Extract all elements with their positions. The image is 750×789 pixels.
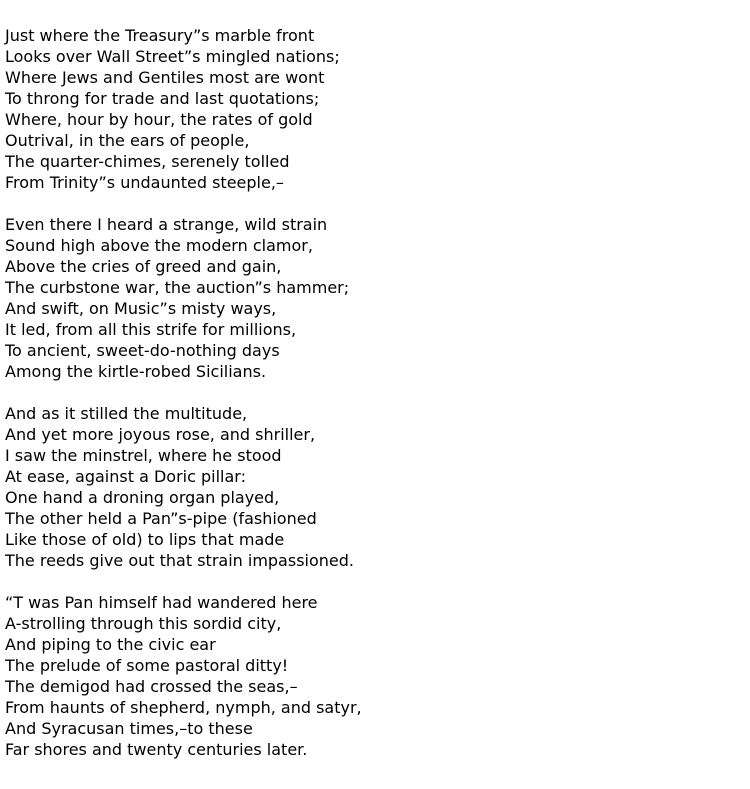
poem-line: Above the cries of greed and gain, bbox=[5, 257, 282, 276]
poem-line: And piping to the civic ear bbox=[5, 635, 216, 654]
poem-line: A-strolling through this sordid city, bbox=[5, 614, 282, 633]
poem-line: Among the kirtle-robed Sicilians. bbox=[5, 362, 267, 381]
stanza-3 bbox=[5, 403, 362, 571]
stanza-2 bbox=[5, 214, 362, 382]
poem-line: One hand a droning organ played, bbox=[5, 488, 280, 507]
poem-line: And swift, on Music”s misty ways, bbox=[5, 299, 277, 318]
poem-line: The demigod had crossed the seas,– bbox=[5, 677, 298, 696]
poem-line: Outrival, in the ears of people, bbox=[5, 131, 250, 150]
poem-line: It led, from all this strife for millions, bbox=[5, 320, 297, 339]
poem-line: And as it stilled the multitude, bbox=[5, 404, 248, 423]
poem-line: The reeds give out that strain impassioned. bbox=[5, 551, 354, 570]
poem-line: And yet more joyous rose, and shriller, bbox=[5, 425, 316, 444]
stanza-4 bbox=[5, 592, 362, 760]
poem-text bbox=[5, 25, 362, 760]
poem-line: The other held a Pan”s-pipe (fashioned bbox=[5, 509, 317, 528]
poem-line: Like those of old) to lips that made bbox=[5, 530, 285, 549]
poem-line: From Trinity”s undaunted steeple,– bbox=[5, 173, 284, 192]
poem-line: Where Jews and Gentiles most are wont bbox=[5, 68, 325, 87]
poem-line: The prelude of some pastoral ditty! bbox=[5, 656, 289, 675]
poem-line: Where, hour by hour, the rates of gold bbox=[5, 110, 313, 129]
poem-line: Looks over Wall Street”s mingled nations; bbox=[5, 47, 340, 66]
poem-line: Even there I heard a strange, wild strain bbox=[5, 215, 328, 234]
poem-line: Sound high above the modern clamor, bbox=[5, 236, 313, 255]
stanza-1 bbox=[5, 25, 362, 193]
poem-line: “T was Pan himself had wandered here bbox=[5, 593, 318, 612]
poem-line: To ancient, sweet-do-nothing days bbox=[5, 341, 280, 360]
poem-line: From haunts of shepherd, nymph, and satyr, bbox=[5, 698, 362, 717]
poem-line: I saw the minstrel, where he stood bbox=[5, 446, 282, 465]
poem-line: And Syracusan times,–to these bbox=[5, 719, 253, 738]
poem-line: At ease, against a Doric pillar: bbox=[5, 467, 246, 486]
poem-line: The curbstone war, the auction”s hammer; bbox=[5, 278, 350, 297]
poem-line: To throng for trade and last quotations; bbox=[5, 89, 320, 108]
poem-line: The quarter-chimes, serenely tolled bbox=[5, 152, 290, 171]
poem-line: Just where the Treasury”s marble front bbox=[5, 26, 315, 45]
poem-line: Far shores and twenty centuries later. bbox=[5, 740, 308, 759]
